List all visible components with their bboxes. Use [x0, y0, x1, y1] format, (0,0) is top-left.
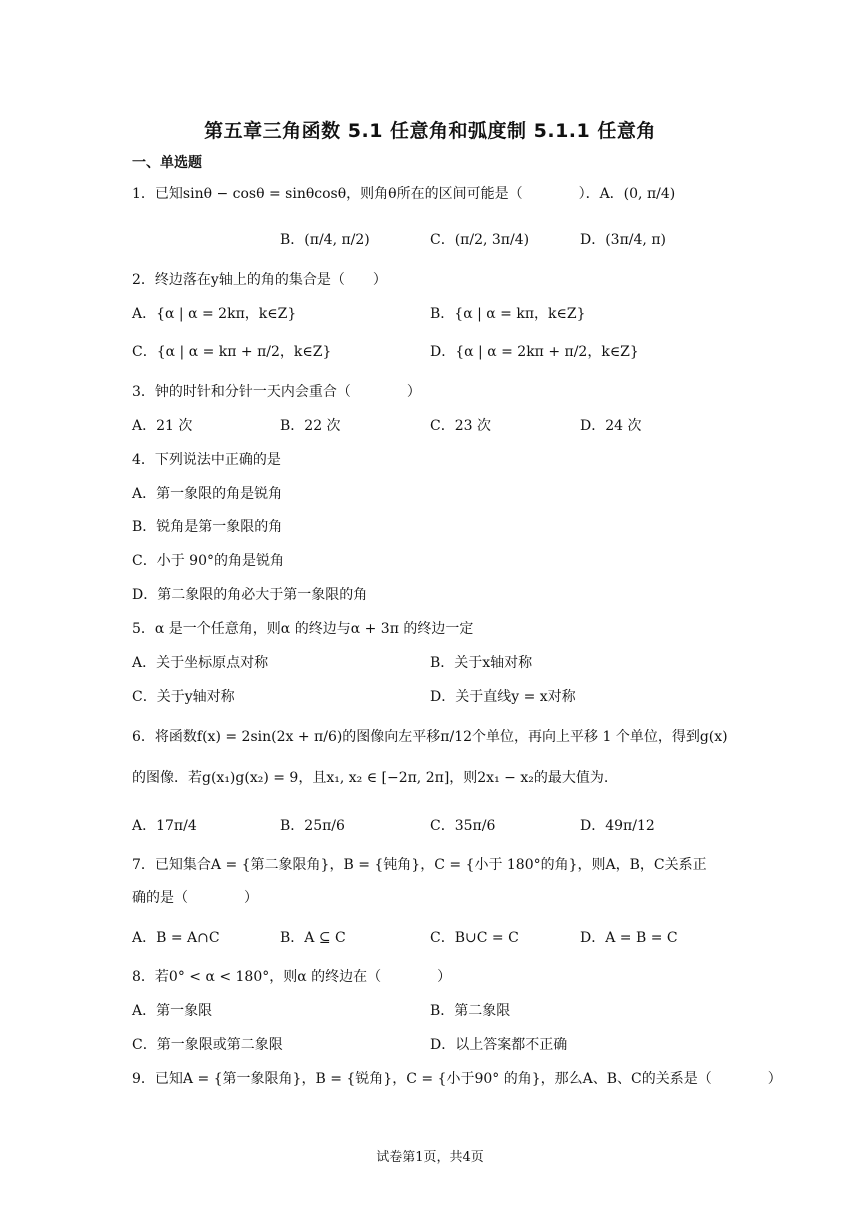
question-6-option-a: A．17π/4 [132, 818, 197, 834]
question-7-stem: 7．已知集合A = {第二象限角}，B = {钝角}，C = {小于 180°的角}，则A，B，C关系正 [132, 857, 707, 873]
question-4-option-b: B．锐角是第一象限的角 [132, 519, 283, 535]
question-6-option-b: B．25π/6 [280, 818, 345, 834]
question-7-option-a: A．B = A∩C [132, 930, 220, 946]
question-2-stem: 2．终边落在y轴上的角的集合是（ ） [132, 272, 387, 288]
question-4-option-d: D．第二象限的角必大于第一象限的角 [132, 587, 368, 603]
question-4-option-c: C．小于 90°的角是锐角 [132, 553, 284, 569]
question-6-stem: 6．将函数f(x) = 2sin(2x + π/6)的图像向左平移π/12个单位，再向上平移 1 个单位，得到g(x) [132, 729, 728, 745]
question-5-option-b: B．关于x轴对称 [430, 655, 533, 671]
page-title: 第五章三角函数 5.1 任意角和弧度制 5.1.1 任意角 [204, 120, 656, 142]
question-3-stem: 3．钟的时针和分针一天内会重合（ ） [132, 384, 421, 400]
question-9-stem: 9．已知A = {第一象限角}，B = {锐角}，C = {小于90° 的角}，那么A、B、C的关系是（ ） [132, 1071, 782, 1087]
question-8-option-d: D．以上答案都不正确 [430, 1037, 568, 1053]
question-5-option-d: D．关于直线y = x对称 [430, 689, 576, 705]
question-8-stem: 8．若0° < α < 180°，则α 的终边在（ ） [132, 969, 452, 985]
question-6-option-c: C．35π/6 [430, 818, 496, 834]
question-2-option-c: C．{α | α = kπ + π/2，k∈Z} [132, 344, 332, 360]
question-3-option-d: D．24 次 [580, 418, 642, 434]
question-4-stem: 4．下列说法中正确的是 [132, 452, 281, 468]
question-2-option-d: D．{α | α = 2kπ + π/2，k∈Z} [430, 344, 639, 360]
question-8-option-c: C．第一象限或第二象限 [132, 1037, 283, 1053]
question-1-option-d: D．(3π/4, π) [580, 232, 666, 248]
question-3-option-a: A．21 次 [132, 418, 193, 434]
question-7-option-c: C．B∪C = C [430, 930, 519, 946]
question-6-option-d: D．49π/12 [580, 818, 655, 834]
question-3-option-b: B．22 次 [280, 418, 341, 434]
question-8-option-b: B．第二象限 [430, 1003, 511, 1019]
section-heading: 一、单选题 [132, 155, 202, 171]
question-6-stem-continued: 的图像．若g(x₁)g(x₂) = 9，且x₁, x₂ ∈ [−2π, 2π]，则2x₁ − x₂的最大值为. [132, 770, 609, 786]
question-2-option-a: A．{α | α = 2kπ，k∈Z} [132, 306, 297, 322]
question-1-option-c: C．(π/2, 3π/4) [430, 232, 530, 248]
question-5-stem: 5．α 是一个任意角，则α 的终边与α + 3π 的终边一定 [132, 621, 474, 637]
page-footer: 试卷第1页，共4页 [376, 1150, 484, 1165]
question-7-option-d: D．A = B = C [580, 930, 678, 946]
question-3-option-c: C．23 次 [430, 418, 491, 434]
question-7-stem-continued: 确的是（ ） [132, 890, 258, 906]
question-1-option-b: B．(π/4, π/2) [280, 232, 370, 248]
question-2-option-b: B．{α | α = kπ，k∈Z} [430, 306, 586, 322]
question-5-option-a: A．关于坐标原点对称 [132, 655, 269, 671]
question-1-stem: 1．已知sinθ − cosθ = sinθcosθ，则角θ所在的区间可能是（ ）．A．(0, π/4) [132, 186, 676, 202]
question-8-option-a: A．第一象限 [132, 1003, 213, 1019]
question-4-option-a: A．第一象限的角是锐角 [132, 486, 283, 502]
question-5-option-c: C．关于y轴对称 [132, 689, 235, 705]
question-7-option-b: B．A ⊆ C [280, 930, 346, 946]
